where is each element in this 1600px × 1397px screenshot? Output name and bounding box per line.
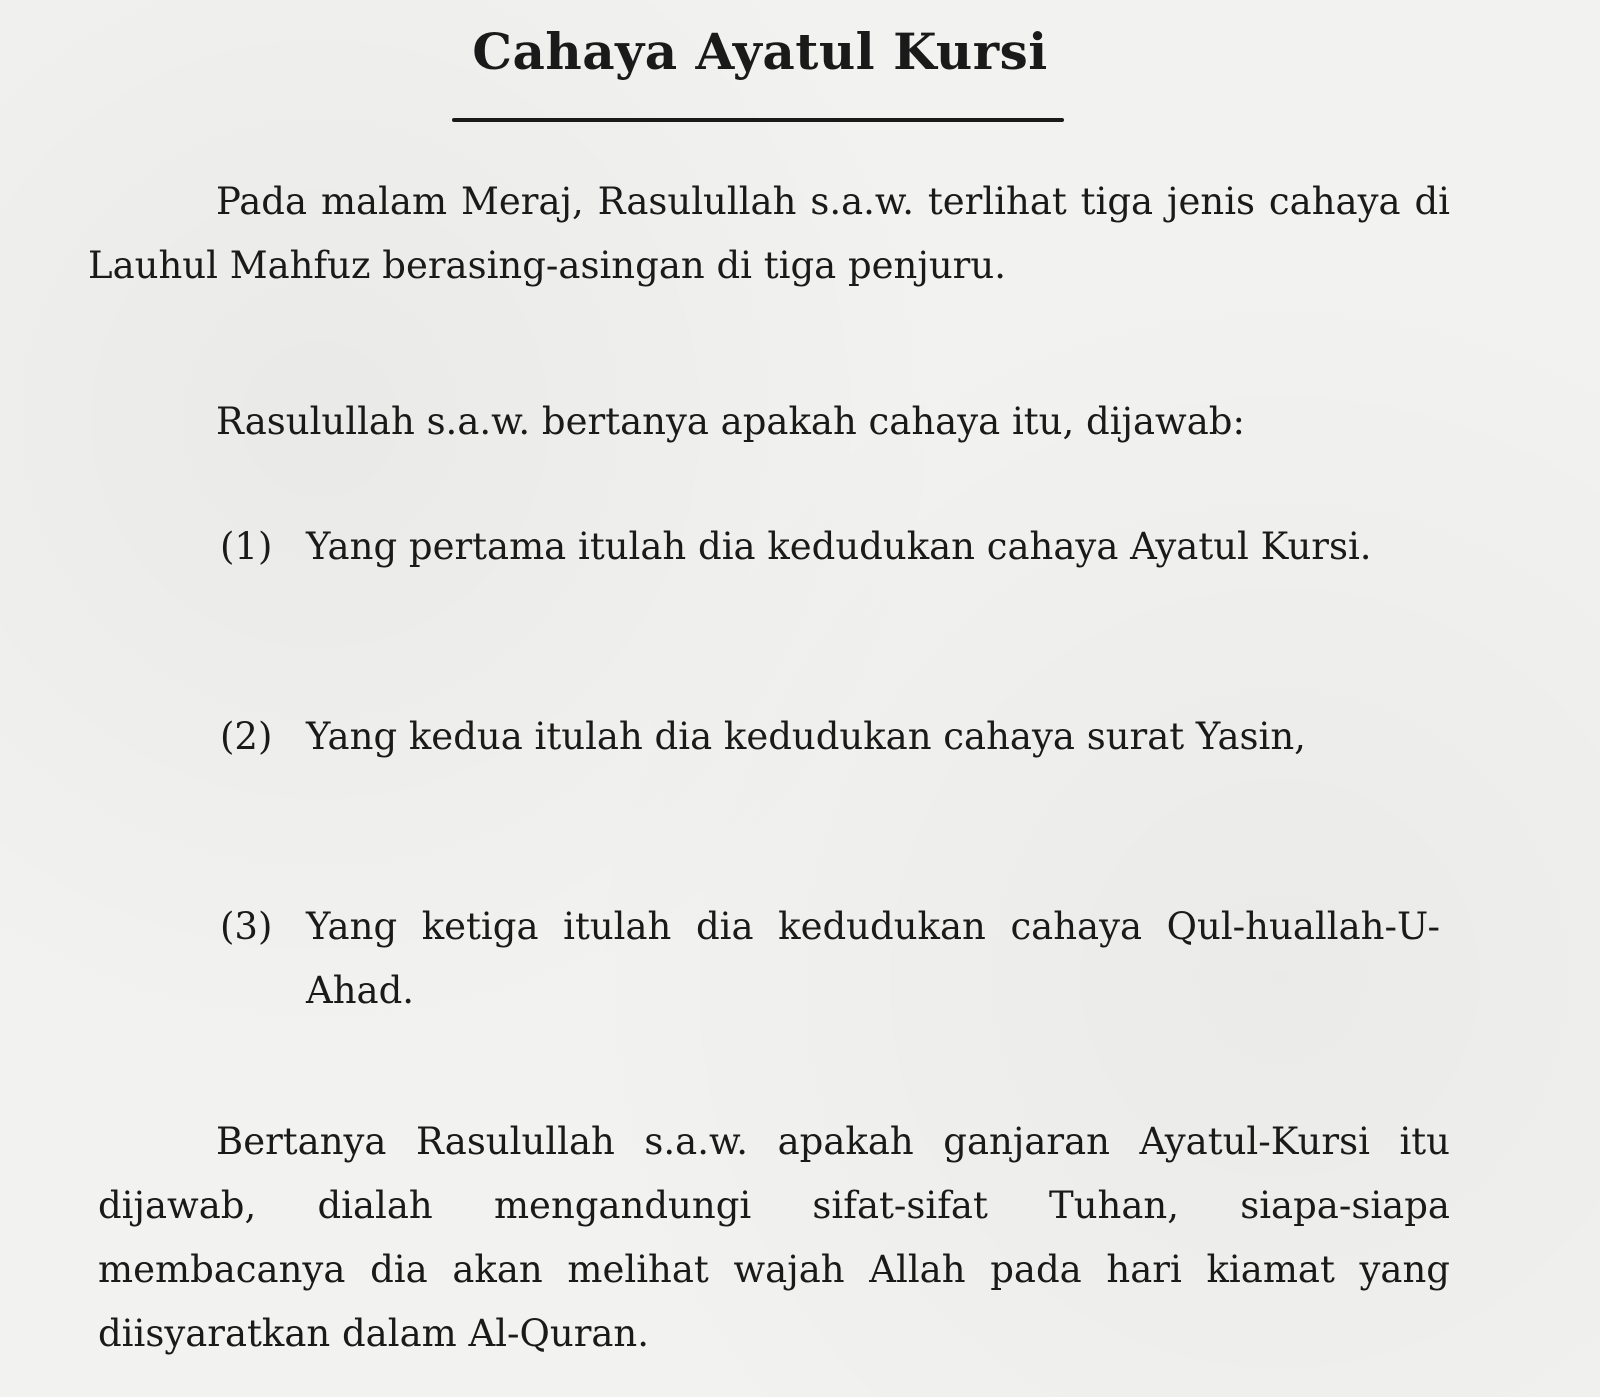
- paragraph-reward: Bertanya Rasulullah s.a.w. apakah ganjaran Ayatul-Kursi itu dijawab, dialah mengandungi sifat-sifat Tuhan, siapa-siapa membacanya dia akan melihat wajah Allah pada hari kiamat yang diisyaratkan dalam Al-Quran.: [98, 1120, 1450, 1355]
- list-item: [220, 515, 1440, 579]
- page-title: Cahaya Ayatul Kursi: [472, 22, 1048, 81]
- list-item-text: Yang kedua itulah dia kedudukan cahaya surat Yasin,: [306, 715, 1306, 758]
- list-item-number: (2): [220, 715, 273, 758]
- list-item-number: (1): [220, 525, 273, 568]
- list-item: [220, 705, 1440, 769]
- list-item: [220, 895, 1440, 1023]
- list-item-text: Yang ketiga itulah dia kedudukan cahaya Qul-huallah-U-Ahad.: [306, 905, 1440, 1012]
- paragraph-intro: Pada malam Meraj, Rasulullah s.a.w. terlihat tiga jenis cahaya di Lauhul Mahfuz berasing-asingan di tiga penjuru.: [88, 180, 1450, 287]
- paragraph-question: Rasulullah s.a.w. bertanya apakah cahaya itu, dijawab:: [216, 400, 1245, 443]
- list-item-text: Yang pertama itulah dia kedudukan cahaya Ayatul Kursi.: [306, 525, 1372, 568]
- title-underline: [452, 118, 1064, 122]
- list-item-number: (3): [220, 905, 273, 948]
